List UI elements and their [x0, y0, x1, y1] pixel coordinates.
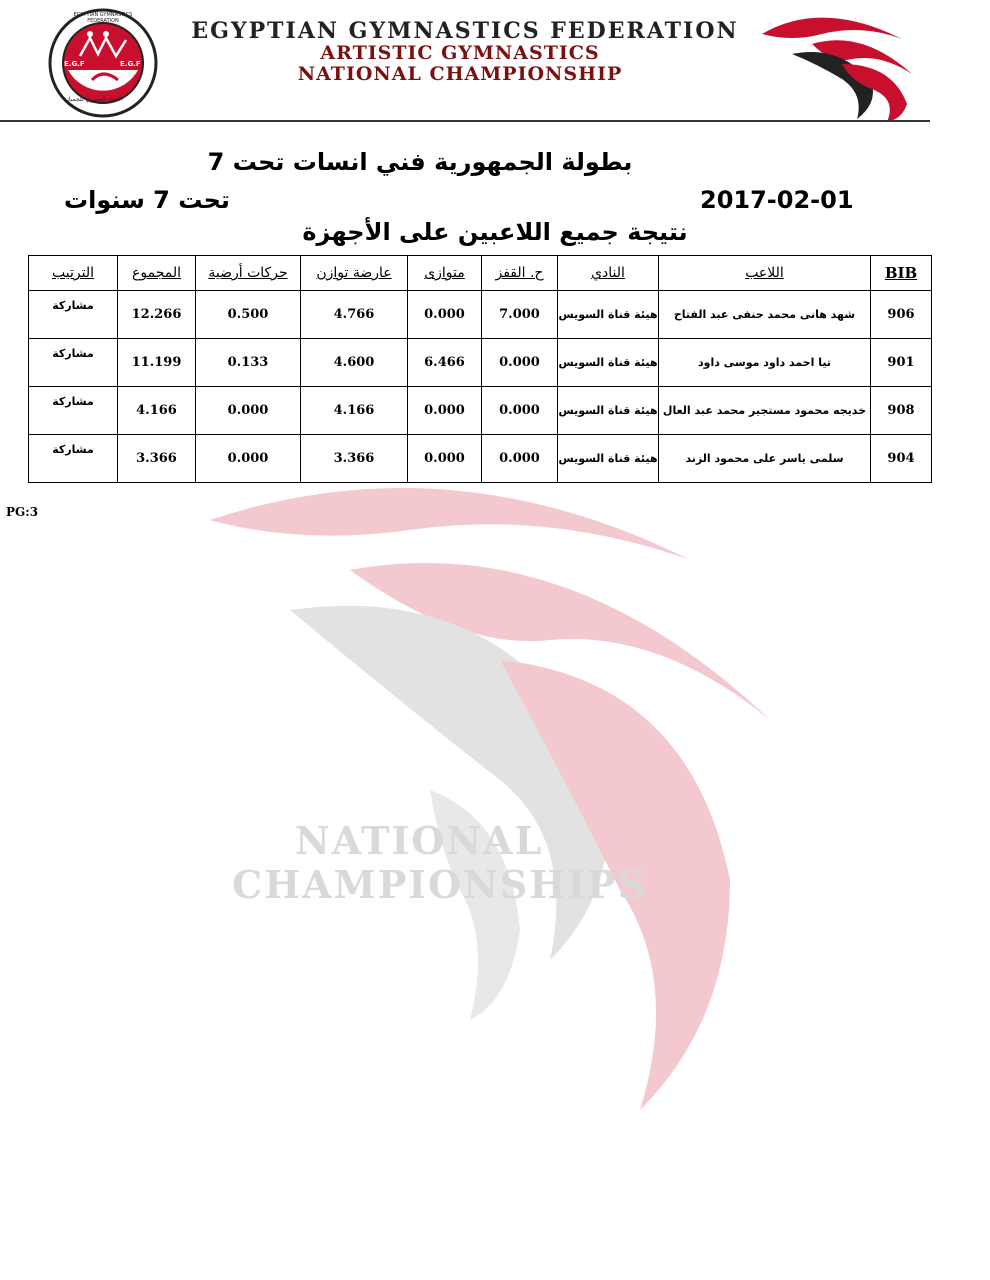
cell-floor: 0.133: [196, 339, 301, 387]
cell-vault: 0.000: [482, 387, 558, 435]
cell-club: هيئة قناة السويس: [558, 387, 659, 435]
header-bib: BIB: [871, 256, 932, 291]
results-title: نتيجة جميع اللاعبين على الأجهزة: [302, 218, 688, 246]
cell-club: هيئة قناة السويس: [558, 291, 659, 339]
cell-total: 11.199: [118, 339, 196, 387]
header-divider: [0, 120, 930, 122]
cell-bars: 0.000: [408, 435, 482, 483]
cell-total: 4.166: [118, 387, 196, 435]
cell-bib: 901: [871, 339, 932, 387]
page-number: PG:3: [6, 505, 39, 519]
header-bars: متوازى: [408, 256, 482, 291]
cell-name: خديجه محمود مستجير محمد عبد العال: [659, 387, 871, 435]
table-row: [29, 291, 932, 339]
table-row: [29, 339, 932, 387]
header-player: اللاعب: [659, 256, 871, 291]
logo-ring-text: EGYPTIAN GYMNASTICS FEDERATION: [73, 12, 133, 24]
header-beam: عارضة توازن: [301, 256, 408, 291]
cell-bars: 0.000: [408, 387, 482, 435]
header-vault: ح. القفز: [482, 256, 558, 291]
cell-bars: 6.466: [408, 339, 482, 387]
cell-vault: 7.000: [482, 291, 558, 339]
cell-total: 3.366: [118, 435, 196, 483]
cell-club: هيئة قناة السويس: [558, 339, 659, 387]
table-header-row: [29, 256, 932, 291]
age-group: تحت 7 سنوات: [64, 186, 230, 214]
cell-rank: مشاركة: [29, 291, 118, 339]
cell-bib: 906: [871, 291, 932, 339]
header-total: المجموع: [118, 256, 196, 291]
header-rank: الترتيب: [29, 256, 118, 291]
cell-name: تيا احمد داود موسى داود: [659, 339, 871, 387]
header-floor: حركات أرضية: [196, 256, 301, 291]
watermark-text-line2: CHAMPIONSHIPS: [232, 862, 648, 907]
results-table: [28, 255, 932, 483]
event-date: 2017-02-01: [700, 186, 854, 214]
gymnast-swoosh-graphic: [752, 4, 917, 124]
cell-beam: 4.600: [301, 339, 408, 387]
header-club: النادي: [558, 256, 659, 291]
discipline-title: ARTISTIC GYMNASTICS: [320, 42, 600, 64]
cell-vault: 0.000: [482, 339, 558, 387]
cell-rank: مشاركة: [29, 387, 118, 435]
cell-club: هيئة قناة السويس: [558, 435, 659, 483]
cell-beam: 3.366: [301, 435, 408, 483]
cell-bib: 908: [871, 387, 932, 435]
championship-title: بطولة الجمهورية فني انسات تحت 7: [207, 148, 633, 176]
logo-initials-right: E.G.F: [120, 60, 141, 68]
watermark-text-line1: NATIONAL: [295, 818, 544, 863]
cell-floor: 0.000: [196, 387, 301, 435]
cell-vault: 0.000: [482, 435, 558, 483]
federation-title: EGYPTIAN GYMNASTICS FEDERATION: [191, 18, 739, 44]
page-header: [0, 0, 990, 125]
cell-rank: مشاركة: [29, 435, 118, 483]
cell-beam: 4.766: [301, 291, 408, 339]
cell-floor: 0.000: [196, 435, 301, 483]
cell-floor: 0.500: [196, 291, 301, 339]
logo-arabic-text: الاتحاد المصري للجمباز: [66, 96, 123, 103]
table-row: [29, 387, 932, 435]
table-row: [29, 435, 932, 483]
watermark-graphic: [170, 460, 790, 1160]
logo-initials-left: E.G.F: [64, 60, 85, 68]
cell-bars: 0.000: [408, 291, 482, 339]
cell-name: شهد هانى محمد حنفى عبد الفتاح: [659, 291, 871, 339]
cell-rank: مشاركة: [29, 339, 118, 387]
event-title: NATIONAL CHAMPIONSHIP: [297, 63, 623, 85]
cell-total: 12.266: [118, 291, 196, 339]
cell-bib: 904: [871, 435, 932, 483]
cell-name: سلمى ياسر على محمود الزند: [659, 435, 871, 483]
cell-beam: 4.166: [301, 387, 408, 435]
